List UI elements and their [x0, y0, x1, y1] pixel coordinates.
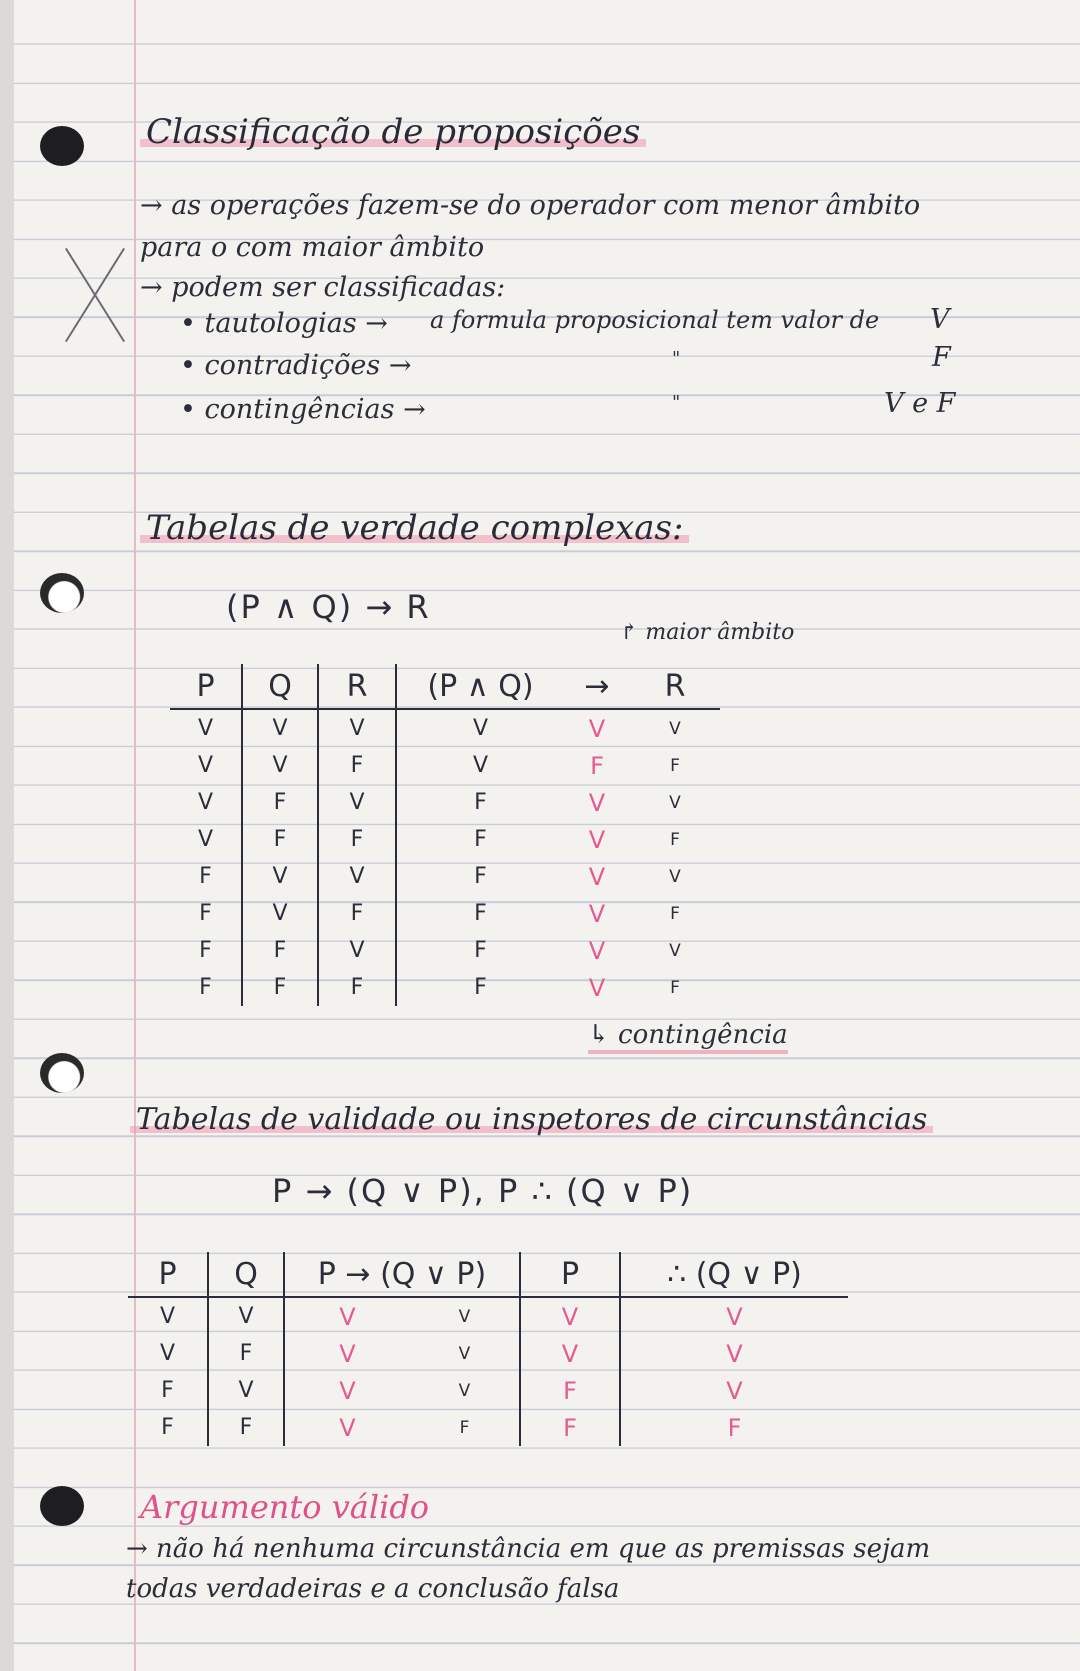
- table-row: [170, 969, 720, 1006]
- table-cell: V: [472, 753, 489, 778]
- text-line: → podem ser classificadas:: [140, 272, 506, 303]
- table-header: ∴ (Q ∨ P): [667, 1256, 802, 1292]
- bullet-label-contradicoes: • contradições →: [180, 350, 412, 381]
- table-cell: V: [588, 714, 606, 743]
- ditto-mark: ": [672, 392, 681, 413]
- table-header-row: [170, 664, 720, 709]
- table-cell: F: [208, 1409, 284, 1446]
- table-cell: V: [410, 1335, 520, 1372]
- table-header: R: [664, 668, 686, 704]
- punch-hole: [40, 573, 84, 613]
- table-header: →: [584, 668, 610, 704]
- text-line: → as operações fazem-se do operador com menor âmbito: [140, 190, 921, 221]
- table-cell: F: [474, 864, 487, 889]
- table-cell: V: [588, 862, 606, 891]
- text-line: para o com maior âmbito: [140, 232, 485, 263]
- table-cell: F: [670, 977, 680, 998]
- table-row: [170, 858, 720, 895]
- table-cell: F: [474, 975, 487, 1000]
- table-cell: V: [242, 858, 318, 895]
- table-cell: V: [170, 709, 242, 747]
- punch-hole: [40, 126, 84, 166]
- annotation-maior-ambito: ↱ maior âmbito: [620, 620, 795, 645]
- text-line: todas verdadeiras e a conclusão falsa: [126, 1574, 620, 1604]
- table-header: (P ∧ Q): [427, 668, 534, 704]
- table-cell: F: [170, 858, 242, 895]
- table-cell: F: [318, 895, 396, 932]
- table-row: [170, 821, 720, 858]
- table-header: R: [318, 664, 396, 709]
- section-title-argumento-valido: Argumento válido: [140, 1488, 430, 1526]
- table-cell: V: [128, 1297, 208, 1335]
- table-cell: F: [242, 821, 318, 858]
- table-row: [170, 709, 720, 747]
- bullet-value: F: [932, 342, 951, 373]
- table-cell: V: [669, 718, 681, 739]
- table-cell: F: [242, 784, 318, 821]
- formula: (P ∧ Q) → R: [226, 588, 431, 626]
- table-cell: V: [208, 1297, 284, 1335]
- table-cell: F: [128, 1409, 208, 1446]
- table-cell: V: [339, 1413, 356, 1442]
- table-cell: V: [588, 973, 606, 1002]
- bullet-description: a formula proposicional tem valor de: [430, 306, 880, 334]
- table-cell: F: [670, 903, 680, 924]
- bullet-label-contingencias: • contingências →: [180, 394, 426, 425]
- table-cell: F: [242, 969, 318, 1006]
- table-cell: V: [726, 1302, 743, 1331]
- table-cell: F: [590, 751, 604, 780]
- table-cell: F: [520, 1372, 620, 1409]
- table-header: P: [520, 1252, 620, 1297]
- table-cell: V: [318, 709, 396, 747]
- table-cell: F: [410, 1409, 520, 1446]
- table-header: P: [170, 664, 242, 709]
- table-cell: F: [128, 1372, 208, 1409]
- table-cell: F: [670, 755, 680, 776]
- table-cell: V: [339, 1339, 356, 1368]
- table-cell: F: [318, 969, 396, 1006]
- bullet-value: V: [930, 304, 950, 335]
- table-row: [128, 1409, 848, 1446]
- table-cell: V: [588, 936, 606, 965]
- table-cell: V: [242, 895, 318, 932]
- table-cell: V: [669, 792, 681, 813]
- table-row: [170, 932, 720, 969]
- table-cell: V: [669, 940, 681, 961]
- table-cell: F: [318, 747, 396, 784]
- table-cell: F: [474, 901, 487, 926]
- table-row: [170, 895, 720, 932]
- conclusion-contingencia: ↳ contingência: [588, 1020, 788, 1054]
- table-cell: F: [474, 827, 487, 852]
- table-cell: V: [726, 1376, 743, 1405]
- validity-table: [128, 1252, 848, 1446]
- punch-hole: [40, 1486, 84, 1526]
- table-cell: F: [170, 932, 242, 969]
- table-cell: F: [520, 1409, 620, 1446]
- table-cell: V: [520, 1335, 620, 1372]
- table-cell: V: [472, 716, 489, 741]
- table-header-row: [128, 1252, 848, 1297]
- table-cell: V: [339, 1302, 356, 1331]
- page-binding-edge: [0, 0, 14, 1671]
- table-cell: V: [318, 858, 396, 895]
- ditto-mark: ": [672, 348, 681, 369]
- table-cell: F: [474, 790, 487, 815]
- table-row: [170, 784, 720, 821]
- table-cell: F: [208, 1335, 284, 1372]
- table-cell: V: [726, 1339, 743, 1368]
- punch-hole: [40, 1053, 84, 1093]
- table-header: Q: [242, 664, 318, 709]
- formula: P → (Q ∨ P), P ∴ (Q ∨ P): [272, 1172, 694, 1210]
- table-header: P: [128, 1252, 208, 1297]
- table-cell: V: [410, 1372, 520, 1409]
- table-cell: V: [128, 1335, 208, 1372]
- section-title-classificacao: Classificação de proposições: [140, 112, 646, 152]
- table-cell: V: [208, 1372, 284, 1409]
- table-cell: F: [474, 938, 487, 963]
- table-row: [128, 1335, 848, 1372]
- table-cell: V: [242, 747, 318, 784]
- table-cell: V: [588, 825, 606, 854]
- bullet-value: V e F: [884, 388, 956, 419]
- bullet-label-tautologias: • tautologias →: [180, 308, 388, 339]
- table-cell: F: [170, 969, 242, 1006]
- table-cell: V: [339, 1376, 356, 1405]
- table-header: P → (Q ∨ P): [284, 1252, 520, 1297]
- cross-mark-icon: [60, 240, 130, 350]
- section-title-tabelas-verdade: Tabelas de verdade complexas:: [140, 508, 689, 548]
- table-cell: F: [670, 829, 680, 850]
- table-cell: V: [170, 784, 242, 821]
- table-cell: V: [318, 784, 396, 821]
- table-cell: F: [318, 821, 396, 858]
- table-cell: F: [242, 932, 318, 969]
- table-cell: V: [318, 932, 396, 969]
- table-cell: V: [520, 1297, 620, 1335]
- text-line: → não há nenhuma circunstância em que as premissas sejam: [126, 1534, 931, 1564]
- truth-table-complex: [170, 664, 720, 1006]
- table-cell: F: [170, 895, 242, 932]
- table-cell: F: [727, 1413, 742, 1442]
- table-cell: V: [242, 709, 318, 747]
- table-cell: V: [170, 821, 242, 858]
- table-cell: V: [170, 747, 242, 784]
- table-row: [128, 1372, 848, 1409]
- table-cell: V: [410, 1297, 520, 1335]
- table-cell: V: [669, 866, 681, 887]
- table-cell: V: [588, 899, 606, 928]
- table-row: [128, 1297, 848, 1335]
- section-title-tabelas-validade: Tabelas de validade ou inspetores de circunstâncias: [130, 1102, 933, 1137]
- table-cell: V: [588, 788, 606, 817]
- table-header: Q: [208, 1252, 284, 1297]
- table-row: [170, 747, 720, 784]
